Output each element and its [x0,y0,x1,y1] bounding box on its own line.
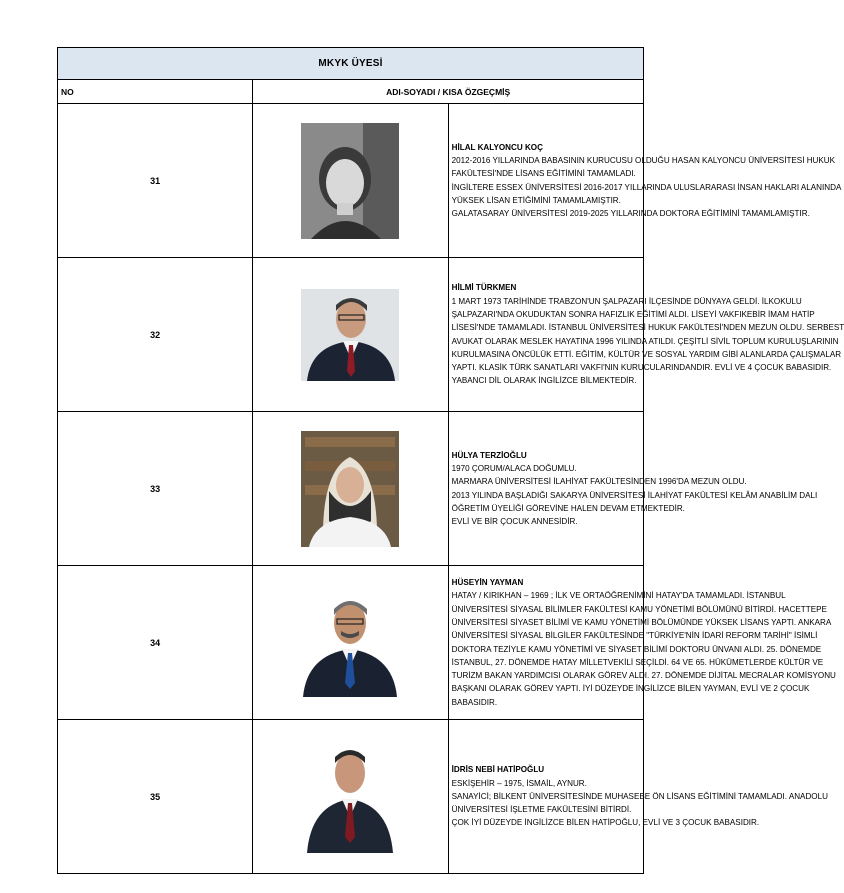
bio-line: YÜKSEK LİSAN ETİĞİMİNİ TAMAMLAMIŞTIR. [451,195,621,205]
bio-line: KURULMASINA ÖNCÜLÜK ETTİ. EĞİTİM, KÜLTÜR VE SOSYAL YARDIM GİBİ ALANLARDA ÇALIŞMALAR [451,349,842,359]
member-name: HİLMİ TÜRKMEN [451,283,517,293]
member-photo [301,431,399,547]
member-name: HİLAL KALYONCU KOÇ [451,142,543,152]
member-photo [301,741,399,853]
member-photo [301,123,399,239]
members-table [57,47,844,874]
bio-line: ÜNİVERSİTESİ SİYASAL BİLGİLER FAKÜLTESİNDE "TÜRKİYE'NİN İDARİ REFORM TARİHİ" İSİMLİ [451,631,818,641]
column-header-bio: ADI-SOYADI / KISA ÖZGEÇMİŞ [253,80,644,104]
table-title: MKYK ÜYESİ [58,48,644,80]
member-name: İDRİS NEBİ HATİPOĞLU [451,765,545,775]
bio-cell [448,412,818,566]
bio-line: ESKİŞEHİR – 1975, İSMAİL, AYNUR. [451,778,587,788]
table-row [58,258,644,412]
table-row [58,720,644,874]
bio-line: BABASIDIR. [451,697,498,707]
header-row [58,80,644,104]
bio-line: 1 MART 1973 TARİHİNDE TRABZON'UN ŞALPAZARI İLÇESİNDE DÜNYAYA GELDİ. İLKOKULU [451,296,802,306]
member-photo [301,589,399,697]
bio-line: EVLİ VE BİR ÇOCUK ANNESİDİR. [451,517,578,527]
bio-line: ÖĞRETİM ÜYELİĞİ GÖREVİNE HALEN DEVAM ETMEKTEDİR. [451,503,685,513]
bio-line: AVUKAT OLARAK MESLEK HAYATINA 1996 YILINDA ATILDI. ÇEŞİTLİ SİVİL TOPLUM KURULUŞLARININ [451,336,839,346]
column-header-no: NO [58,80,253,104]
title-row [58,48,644,80]
bio-line: LİSESİ'NDE TAMAMLADI. İSTANBUL ÜNİVERSİTESİ HUKUK FAKÜLTESİ'NDEN MEZUN OLDU. SERBEST [451,323,844,333]
bio-line: HATAY / KIRIKHAN – 1969 ; İLK VE ORTAÖĞRENİMİNİ HATAY'DA TAMAMLADI. İSTANBUL [451,591,786,601]
bio-line: YAPTI. KLASİK TÜRK SANATLARI VAKFI'NIN KURUCULARINDANDIR. EVLİ VE 4 ÇOCUK BABASIDIR. [451,363,832,373]
bio-cell [448,720,828,874]
bio-line: ÜNİVERSİTESİ SİYASET BİLİMİ VE KAMU YÖNETİMİ BÖLÜMÜNDE YÜKSEK LİSANS YAPTI. ANKARA [451,617,832,627]
bio-line: YABANCI DİL OLARAK İNGİLİZCE BİLMEKTEDİR. [451,376,637,386]
bio-line: FAKÜLTESİ'NDE LİSANS EĞİTİMİNİ TAMAMLADI. [451,169,636,179]
photo-cell [253,104,448,258]
table-row [58,104,644,258]
photo-cell [253,412,448,566]
bio-line: GALATASARAY ÜNİVERSİTESİ 2019-2025 YILLARINDA DOKTORA EĞİTİMİNİ TAMAMLAMIŞTIR. [451,209,810,219]
photo-cell [253,258,448,412]
bio-line: MARMARA ÜNİVERSİTESİ İLAHİYAT FAKÜLTESİNDEN 1996'DA MEZUN OLDU. [451,477,747,487]
bio-line: ÇOK İYİ DÜZEYDE İNGİLİZCE BİLEN HATİPOĞLU, EVLİ VE 3 ÇOCUK BABASIDIR. [451,818,760,828]
bio-line: ÜNİVERSİTESİ SİYASAL BİLİMLER FAKÜLTESİ KAMU YÖNETİMİ BÖLÜMÜNÜ BİTİRDİ. HACETTEPE [451,604,827,614]
bio-line: BAŞKANI OLARAK GÖREV YAPTI. İYİ DÜZEYDE İNGİLİZCE BİLEN YAYMAN, EVLİ VE 2 ÇOCUK [451,684,810,694]
member-name: HÜLYA TERZİOĞLU [451,450,527,460]
bio-cell [448,258,844,412]
bio-line: ŞALPAZARI'NDA OKUDUKTAN SONRA HAFIZLIK EĞİTİMİ ALDI. LİSEYİ VAKFIKEBİR İMAM HATİP [451,309,815,319]
bio-cell [448,566,836,720]
bio-line: DOKTORA TEZİYLE KAMU YÖNETİMİ VE SİYASET BİLİMİ DOKTORU ÜNVANI ALDI. 25. DÖNEMDE [451,644,822,654]
bio-line: ÜNİVERSİTESİ İŞLETME FAKÜLTESİNİ BİTİRDİ. [451,805,632,815]
bio-line: SANAYİCİ; BİLKENT ÜNİVERSİTESİNDE MUHASEBE ÖN LİSANS EĞİTİMİNİ TAMAMLADI. ANADOLU [451,791,828,801]
bio-line: TURİZM BAKAN YARDIMCISI OLARAK GÖREV ALDI. 27. DÖNEMDE DİJİTAL MECRALAR KOMİSYONU [451,671,836,681]
member-number: 31 [58,104,253,258]
bio-cell [448,104,842,258]
table-row [58,566,644,720]
bio-line: İSTANBUL, 27. DÖNEMDE HATAY MİLLETVEKİLİ SEÇİLDİ. 64 VE 65. HÜKÜMETLERDE KÜLTÜR VE [451,657,824,667]
photo-cell [253,566,448,720]
member-number: 34 [58,566,253,720]
bio-line: 2013 YILINDA BAŞLADIĞI SAKARYA ÜNİVERSİTESİ İLAHİYAT FAKÜLTESİ KELÂM ANABİLİM DALI [451,490,818,500]
member-name: HÜSEYİN YAYMAN [451,578,524,588]
photo-cell [253,720,448,874]
table-row [58,412,644,566]
member-number: 35 [58,720,253,874]
bio-line: 2012-2016 YILLARINDA BABASININ KURUCUSU OLDUĞU HASAN KALYONCU ÜNİVERSİTESİ HUKUK [451,155,836,165]
member-number: 33 [58,412,253,566]
bio-line: 1970 ÇORUM/ALACA DOĞUMLU. [451,463,577,473]
member-number: 32 [58,258,253,412]
member-photo [301,289,399,381]
bio-line: İNGİLTERE ESSEX ÜNİVERSİTESİ 2016-2017 YILLARINDA ULUSLARARASI İNSAN HAKLARI ALANINDA [451,182,842,192]
